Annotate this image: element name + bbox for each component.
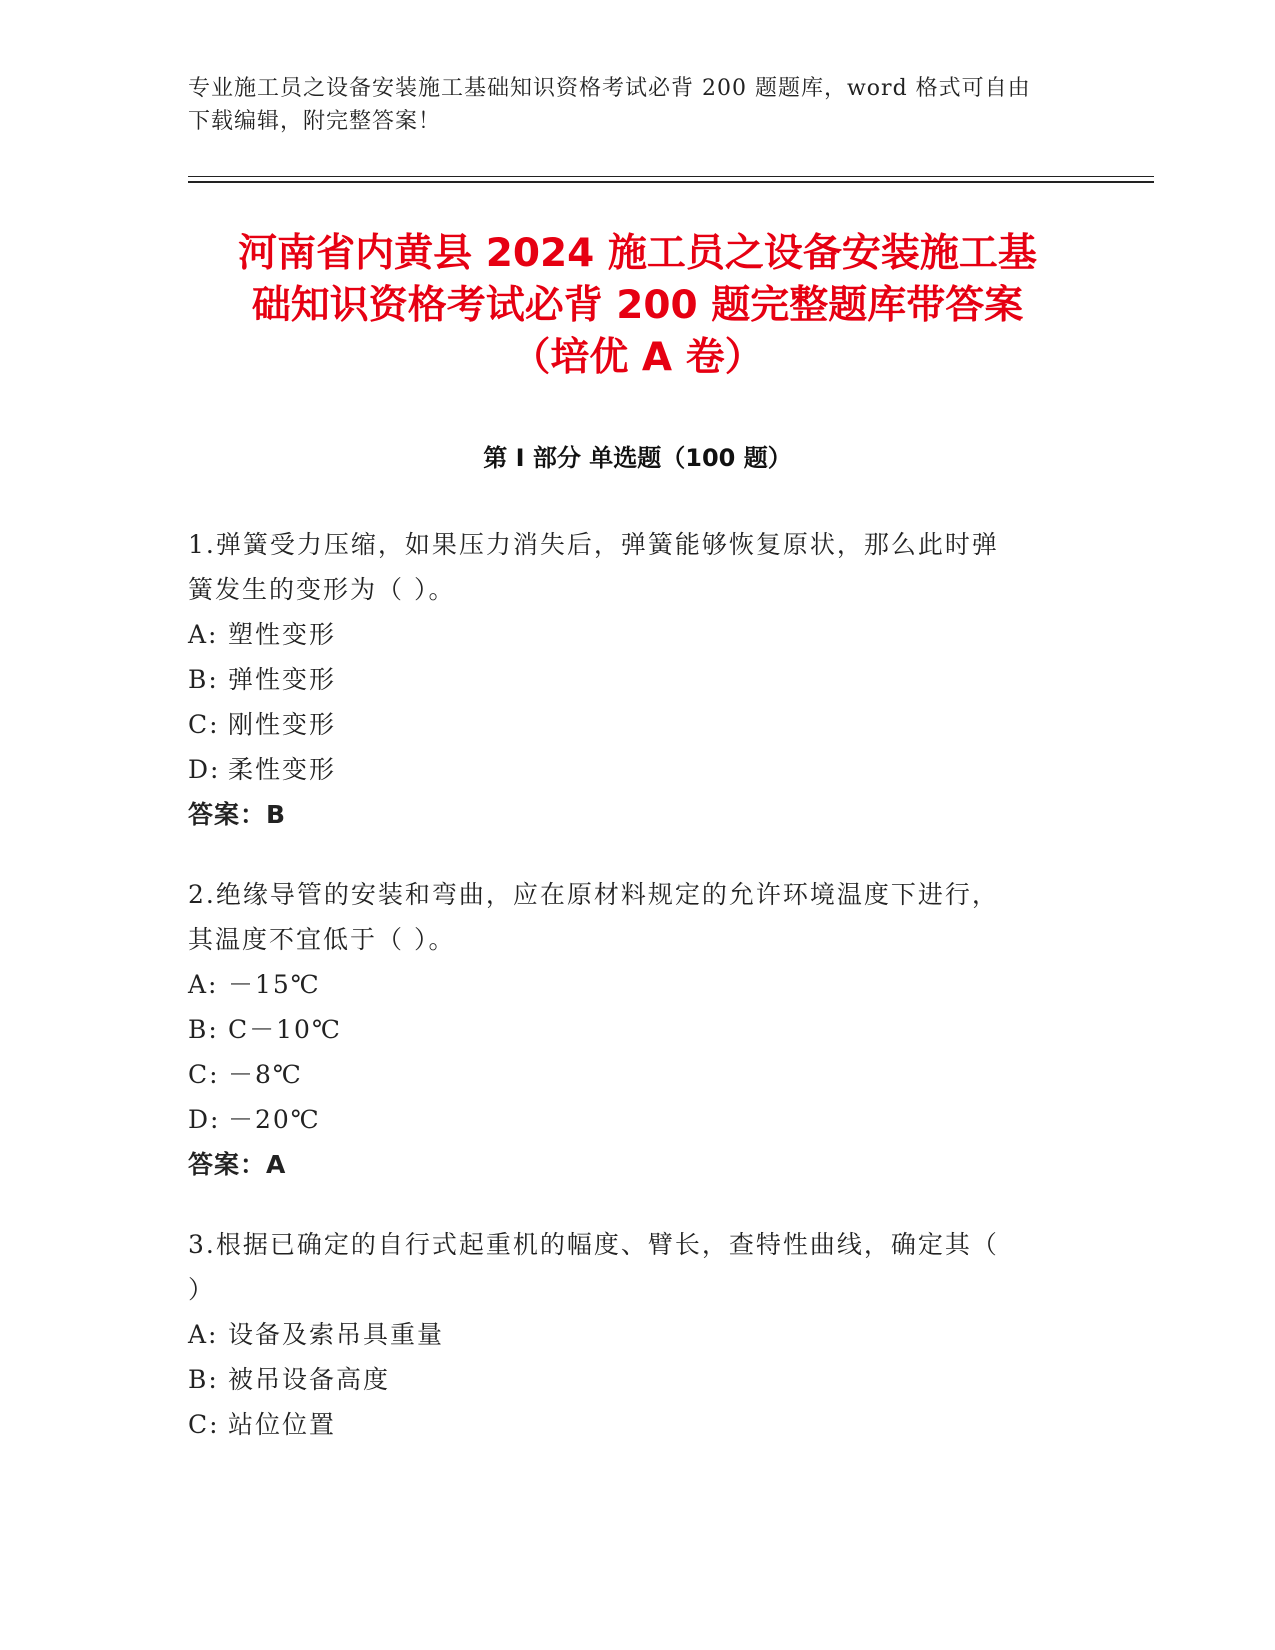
header-divider-thin — [188, 176, 1154, 177]
option-text: 被吊设备高度 — [228, 1365, 391, 1394]
option-text: 柔性变形 — [228, 755, 337, 784]
option-text: －20℃ — [228, 1105, 321, 1134]
option-text: C－10℃ — [228, 1015, 342, 1044]
option-b — [188, 1007, 1088, 1052]
option-text: 弹性变形 — [228, 665, 337, 694]
option-label: C: — [188, 1410, 220, 1439]
option-label: A: — [188, 970, 219, 999]
title-line: （培优 A 卷） — [511, 335, 764, 380]
option-text: 塑性变形 — [228, 620, 337, 649]
question-1 — [188, 522, 1088, 837]
section-heading: 第 I 部分 单选题（100 题） — [483, 444, 792, 472]
option-label: B: — [188, 665, 219, 694]
option-b — [188, 1357, 1088, 1402]
question-stem-line: ） — [188, 1275, 216, 1304]
question-stem-line: 2.绝缘导管的安装和弯曲，应在原材料规定的允许环境温度下进行， — [188, 880, 999, 909]
title-line: 础知识资格考试必背 200 题完整题库带答案 — [251, 283, 1024, 328]
option-label: B: — [188, 1365, 219, 1394]
question-stem-line: 1.弹簧受力压缩，如果压力消失后，弹簧能够恢复原状，那么此时弹 — [188, 530, 999, 559]
option-text: －8℃ — [228, 1060, 303, 1089]
question-stem-line: 簧发生的变形为（ ）。 — [188, 575, 456, 604]
option-label: A: — [188, 1320, 219, 1349]
option-label: A: — [188, 620, 219, 649]
option-c — [188, 1402, 1088, 1447]
answer-line: 答案：B — [188, 800, 287, 829]
option-d — [188, 747, 1088, 792]
option-c — [188, 702, 1088, 747]
header-note-line: 下载编辑，附完整答案！ — [188, 109, 442, 134]
option-text: －15℃ — [228, 970, 321, 999]
question-stem-line: 3.根据已确定的自行式起重机的幅度、臂长，查特性曲线，确定其（ — [188, 1230, 999, 1259]
answer-line: 答案：A — [188, 1150, 287, 1179]
option-label: D: — [188, 755, 221, 784]
option-label: B: — [188, 1015, 219, 1044]
title-line: 河南省内黄县 2024 施工员之设备安装施工基 — [238, 231, 1037, 276]
option-label: C: — [188, 710, 220, 739]
header-note-line: 专业施工员之设备安装施工基础知识资格考试必背 200 题题库，word 格式可自由 — [188, 76, 1031, 101]
option-c — [188, 1052, 1088, 1097]
question-2 — [188, 872, 1088, 1187]
document-title — [150, 228, 1125, 384]
option-text: 刚性变形 — [228, 710, 337, 739]
header-divider-thick — [188, 181, 1154, 183]
question-3 — [188, 1222, 1088, 1447]
option-b — [188, 657, 1088, 702]
header-note — [188, 72, 1068, 138]
option-a — [188, 612, 1088, 657]
option-label: C: — [188, 1060, 220, 1089]
option-a — [188, 962, 1088, 1007]
question-stem-line: 其温度不宜低于（ ）。 — [188, 925, 456, 954]
option-label: D: — [188, 1105, 221, 1134]
option-d — [188, 1097, 1088, 1142]
option-a — [188, 1312, 1088, 1357]
option-text: 站位位置 — [228, 1410, 337, 1439]
option-text: 设备及索吊具重量 — [228, 1320, 445, 1349]
